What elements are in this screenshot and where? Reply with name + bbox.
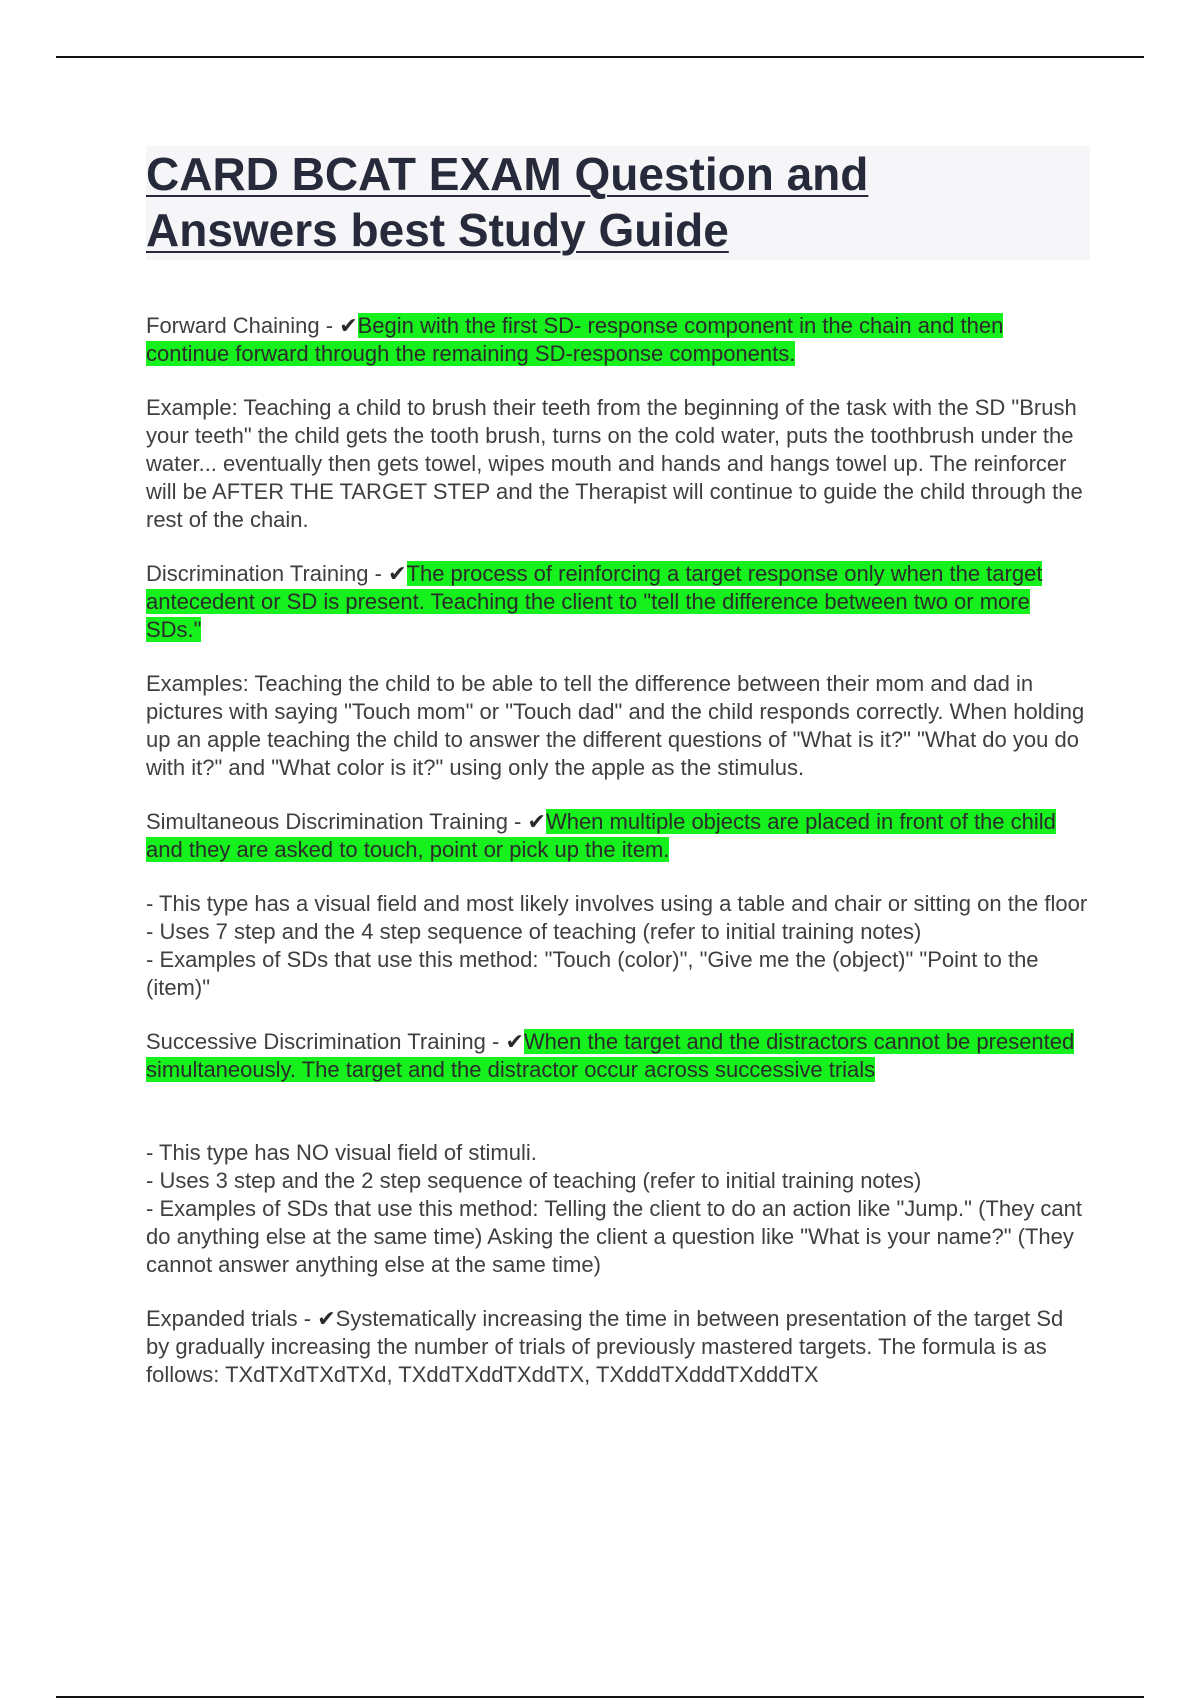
list-item: - This type has NO visual field of stimuli. <box>146 1140 537 1165</box>
check-icon: ✔ <box>505 1029 524 1054</box>
term-forward-chaining <box>146 312 1090 368</box>
list-item: - Examples of SDs that use this method: "Touch (color)", "Give me the (object)" "Point to the (item)" <box>146 947 1039 1000</box>
title-line-1: CARD BCAT EXAM Question and <box>146 148 869 200</box>
list-item: - Uses 3 step and the 2 step sequence of teaching (refer to initial training notes) <box>146 1168 922 1193</box>
term-simultaneous-discrimination-training <box>146 808 1090 864</box>
check-icon: ✔ <box>527 809 546 834</box>
check-icon: ✔ <box>339 313 358 338</box>
check-icon: ✔ <box>388 561 407 586</box>
list-item: - Examples of SDs that use this method: Telling the client to do an action like "Jump." (They cant do anything else at the same time) Asking the client a question like "What is your name?" (They cannot answer anything else at the same time) <box>146 1196 1083 1277</box>
term-label: Expanded trials - <box>146 1306 318 1331</box>
document-body <box>146 146 1090 1389</box>
term-label: Simultaneous Discrimination Training - <box>146 809 528 834</box>
notes-list <box>146 1139 1090 1279</box>
top-rule <box>56 56 1144 58</box>
term-definition: When the target and the distractors cannot be presented simultaneously. The target and the distractor occur across successive trials <box>146 1029 1075 1082</box>
term-definition: The process of reinforcing a target response only when the target antecedent or SD is present. Teaching the client to "tell the difference between two or more SDs." <box>146 561 1043 642</box>
example-paragraph: Examples: Teaching the child to be able to tell the difference between their mom and dad in pictures with saying "Touch mom" or "Touch dad" and the child responds correctly. When holding up an apple teaching the child to answer the different questions of "What is it?" "What do you do with it?" and "What color is it?" using only the apple as the stimulus. <box>146 671 1085 780</box>
bottom-rule <box>56 1696 1144 1698</box>
term-expanded-trials <box>146 1305 1090 1389</box>
term-label: Successive Discrimination Training - <box>146 1029 506 1054</box>
notes-list <box>146 890 1090 1002</box>
term-discrimination-training <box>146 560 1090 644</box>
term-label: Discrimination Training - <box>146 561 389 586</box>
term-definition: Begin with the first SD- response component in the chain and then continue forward through the remaining SD-response components. <box>146 313 1004 366</box>
term-definition: When multiple objects are placed in front of the child and they are asked to touch, point or pick up the item. <box>146 809 1056 862</box>
list-item: - Uses 7 step and the 4 step sequence of teaching (refer to initial training notes) <box>146 919 922 944</box>
example-paragraph: Example: Teaching a child to brush their teeth from the beginning of the task with the SD "Brush your teeth" the child gets the tooth brush, turns on the cold water, puts the toothbrush under the water... eventually then gets towel, wipes mouth and hands and hangs towel up. The reinforcer will be AFTER THE TARGET STEP and the Therapist will continue to guide the child through the rest of the chain. <box>146 395 1083 532</box>
list-item: - This type has a visual field and most likely involves using a table and chair or sitting on the floor <box>146 891 1088 916</box>
term-definition: Systematically increasing the time in between presentation of the target Sd by gradually increasing the number of trials of previously mastered targets. The formula is as follows: TXdTXdTXdTXd, TXddTXddTXddTX, TXdddTXdddTXdddTX <box>146 1306 1064 1387</box>
title-line-2: Answers best Study Guide <box>146 204 729 256</box>
check-icon: ✔ <box>317 1306 336 1331</box>
term-successive-discrimination-training <box>146 1028 1090 1084</box>
term-label: Forward Chaining - <box>146 313 340 338</box>
document-title <box>146 146 1090 258</box>
title-box <box>146 146 1090 260</box>
